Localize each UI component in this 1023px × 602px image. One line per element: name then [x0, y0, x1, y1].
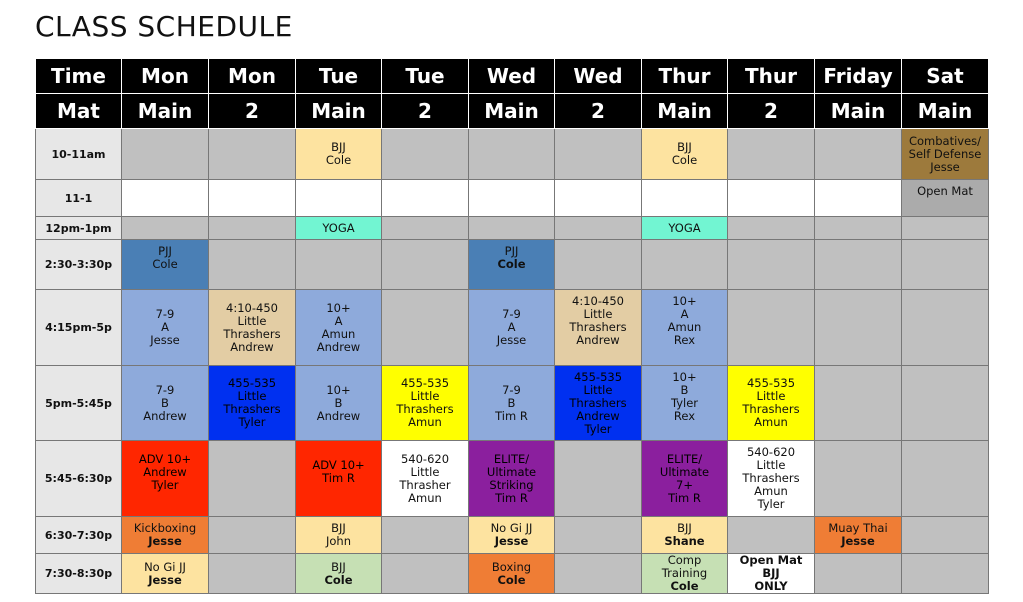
class-cell: [642, 129, 728, 180]
class-cell: [728, 441, 815, 517]
class-cell-line: [904, 198, 986, 211]
class-cell: [815, 240, 902, 290]
class-cell-line: Jesse: [148, 534, 182, 548]
class-cell-line: Cole: [152, 257, 178, 271]
class-cell: [902, 441, 989, 517]
class-cell: [902, 366, 989, 441]
class-cell: [122, 180, 209, 217]
class-cell-line: 10+: [326, 382, 351, 397]
schedule-row: [36, 441, 989, 517]
class-cell: [382, 554, 469, 594]
class-cell: [642, 217, 728, 240]
header-mat-cell: Main: [902, 94, 989, 129]
class-cell-line: Cole: [671, 153, 698, 167]
class-cell-line: B: [680, 382, 689, 397]
class-cell-line: Andrew: [143, 464, 187, 479]
header-mat-cell: 2: [209, 94, 296, 129]
class-cell: [728, 517, 815, 554]
schedule-row: [36, 290, 989, 366]
class-cell: [815, 290, 902, 366]
class-cell: [296, 180, 382, 217]
class-cell-line: Andrew: [576, 408, 620, 423]
class-cell: [382, 441, 469, 517]
class-cell: [122, 240, 209, 290]
class-cell: [122, 129, 209, 180]
class-cell-line: ONLY: [754, 579, 788, 593]
class-cell: [902, 554, 989, 594]
class-cell: [555, 366, 642, 441]
class-cell: [296, 217, 382, 240]
class-cell: [469, 217, 555, 240]
class-cell-line: Thrashers: [569, 320, 627, 334]
class-cell: [642, 366, 728, 441]
class-cell-line: Amun: [667, 320, 702, 334]
class-cell-line: Amun: [321, 326, 356, 341]
class-cell-line: 455-535: [573, 369, 623, 384]
class-cell-line: Little: [237, 313, 267, 328]
class-cell-line: [644, 423, 725, 436]
class-cell-line: Tyler: [670, 395, 699, 410]
class-cell: [382, 217, 469, 240]
class-cell-line: ELITE/: [493, 451, 530, 466]
class-cell-line: 7-9: [155, 382, 175, 397]
class-cell: [382, 517, 469, 554]
class-cell-line: Jesse: [148, 572, 182, 587]
class-cell-line: 7-9: [155, 307, 175, 321]
class-cell-line: Tyler: [584, 421, 612, 436]
class-cell: [815, 366, 902, 441]
class-cell-line: Tim R: [495, 408, 528, 423]
class-cell: [642, 180, 728, 217]
time-slot-cell: 4:15pm-5p: [36, 290, 122, 366]
class-cell-line: Andrew: [143, 408, 187, 423]
class-cell-line: 4:10-450: [572, 294, 624, 308]
class-cell-line: Tyler: [238, 415, 266, 429]
class-cell: [209, 290, 296, 366]
class-cell: [728, 217, 815, 240]
class-cell: [902, 290, 989, 366]
class-cell-line: A: [161, 320, 169, 334]
header-day-cell: Mon: [122, 59, 209, 94]
class-cell: [555, 129, 642, 180]
class-cell-line: Cole: [325, 153, 352, 167]
class-cell-line: YOGA: [322, 220, 355, 235]
header-row-mat: [36, 94, 989, 129]
class-cell-line: Striking: [489, 477, 534, 492]
class-cell: [555, 554, 642, 594]
time-slot-cell: 5:45-6:30p: [36, 441, 122, 517]
class-cell-line: Kickboxing: [133, 521, 197, 535]
class-cell: [555, 290, 642, 366]
class-cell-line: 7+: [676, 477, 693, 492]
class-cell-line: Cole: [670, 579, 699, 593]
time-slot-cell: 2:30-3:30p: [36, 240, 122, 290]
class-cell-line: Tim R: [668, 490, 701, 505]
class-cell-line: Thrashers: [742, 471, 800, 485]
class-cell-line: PJJ: [158, 244, 172, 258]
schedule-body: [36, 129, 989, 594]
class-cell-line: BJJ: [677, 140, 692, 154]
class-cell: [296, 366, 382, 441]
class-cell-line: 10+: [326, 300, 351, 315]
class-cell-line: Muay Thai: [828, 521, 888, 535]
time-slot-cell: 6:30-7:30p: [36, 517, 122, 554]
class-cell-line: Amun: [408, 490, 442, 505]
class-cell: [469, 290, 555, 366]
class-cell-line: Rex: [673, 408, 696, 423]
class-cell: [469, 441, 555, 517]
class-cell-line: Amun: [408, 415, 442, 429]
class-cell-line: Little: [410, 464, 440, 479]
class-cell-line: B: [334, 395, 343, 410]
class-cell-line: 455-535: [227, 376, 277, 390]
class-cell: [555, 217, 642, 240]
class-cell: [642, 290, 728, 366]
class-cell-line: 7-9: [502, 307, 521, 321]
class-cell: [555, 517, 642, 554]
class-cell: [728, 240, 815, 290]
class-cell-line: [557, 347, 639, 360]
class-cell-line: Tyler: [151, 477, 179, 492]
class-cell: [469, 180, 555, 217]
class-cell: [382, 180, 469, 217]
class-cell-line: [124, 492, 206, 505]
header-mat-cell: Main: [296, 94, 382, 129]
class-cell-line: No Gi JJ: [144, 559, 186, 574]
header-mat-cell: Main: [469, 94, 555, 129]
class-cell: [296, 240, 382, 290]
header-day-cell: Time: [36, 59, 122, 94]
class-cell: [642, 441, 728, 517]
schedule-row: [36, 217, 989, 240]
schedule-row: [36, 240, 989, 290]
class-cell-line: 455-535: [746, 376, 796, 390]
class-cell-line: Jesse: [150, 333, 180, 347]
class-cell-line: Andrew: [316, 408, 361, 423]
class-cell-line: 540-620: [746, 445, 796, 459]
class-cell: [815, 129, 902, 180]
class-cell-line: No Gi JJ: [490, 521, 533, 535]
class-cell: [382, 290, 469, 366]
header-mat-cell: Mat: [36, 94, 122, 129]
class-cell: [902, 517, 989, 554]
class-cell-line: Jesse: [496, 333, 527, 347]
class-cell: [209, 240, 296, 290]
class-cell-line: YOGA: [668, 220, 701, 235]
header-day-cell: Wed: [555, 59, 642, 94]
class-cell-line: 7-9: [502, 382, 521, 397]
header-day-cell: Sat: [902, 59, 989, 94]
class-cell-line: [298, 485, 379, 498]
class-cell: [555, 441, 642, 517]
class-cell-line: Comp Training: [661, 553, 708, 580]
schedule-table: [35, 58, 989, 594]
class-cell-line: BJJ: [331, 559, 346, 574]
schedule-row: [36, 517, 989, 554]
class-cell: [296, 554, 382, 594]
class-cell-line: 4:10-450: [226, 300, 278, 315]
header-mat-cell: Main: [122, 94, 209, 129]
page-title: CLASS SCHEDULE: [35, 10, 293, 43]
time-slot-cell: 5pm-5:45p: [36, 366, 122, 441]
class-cell: [815, 180, 902, 217]
class-cell: [296, 441, 382, 517]
class-cell-line: [124, 271, 206, 284]
class-cell-line: Thrashers: [569, 395, 627, 410]
header-mat-cell: Main: [815, 94, 902, 129]
class-cell-line: Combatives/: [908, 133, 982, 148]
class-cell: [642, 554, 728, 594]
class-cell-line: Cole: [497, 257, 526, 271]
class-cell: [382, 240, 469, 290]
class-cell-line: Open Mat BJJ: [739, 553, 803, 580]
class-cell: [469, 129, 555, 180]
header-day-cell: Wed: [469, 59, 555, 94]
class-cell-line: Open Mat: [917, 184, 973, 198]
time-slot-cell: 7:30-8:30p: [36, 554, 122, 594]
class-cell-line: Little: [756, 389, 786, 403]
header-day-cell: Mon: [209, 59, 296, 94]
class-cell: [122, 441, 209, 517]
class-cell-line: Jesse: [930, 159, 960, 174]
header-day-cell: Thur: [642, 59, 728, 94]
class-cell-line: Tim R: [322, 471, 355, 485]
class-cell-line: Little: [756, 458, 786, 472]
class-cell-line: Little: [237, 389, 267, 403]
class-cell-line: BJJ: [331, 140, 346, 154]
class-cell: [382, 366, 469, 441]
time-slot-cell: 12pm-1pm: [36, 217, 122, 240]
class-cell-line: [471, 271, 552, 284]
class-cell-line: Jesse: [494, 534, 529, 548]
header-day-cell: Friday: [815, 59, 902, 94]
header-mat-cell: 2: [728, 94, 815, 129]
class-cell: [642, 240, 728, 290]
class-cell-line: ADV 10+: [138, 451, 192, 466]
class-cell: [815, 554, 902, 594]
class-cell: [469, 366, 555, 441]
class-cell-line: Cole: [324, 572, 353, 587]
header-day-cell: Tue: [296, 59, 382, 94]
header-mat-cell: 2: [382, 94, 469, 129]
class-cell-line: A: [334, 313, 343, 328]
class-cell: [122, 290, 209, 366]
class-cell: [296, 129, 382, 180]
schedule-row: [36, 180, 989, 217]
class-cell: [815, 217, 902, 240]
class-cell-line: ELITE/: [666, 451, 703, 466]
class-cell-line: 455-535: [400, 376, 450, 390]
class-cell: [209, 180, 296, 217]
header-day-cell: Tue: [382, 59, 469, 94]
class-cell: [209, 441, 296, 517]
class-cell-line: 540-620: [400, 451, 450, 466]
class-cell-line: Thrashers: [223, 326, 281, 341]
header-day-cell: Thur: [728, 59, 815, 94]
time-slot-cell: 11-1: [36, 180, 122, 217]
class-cell: [902, 217, 989, 240]
class-cell: [815, 517, 902, 554]
class-cell-line: Thrashers: [396, 402, 454, 416]
class-cell-line: Ultimate: [486, 464, 537, 479]
class-cell: [469, 240, 555, 290]
class-cell-line: Jesse: [841, 534, 875, 548]
time-slot-cell: 10-11am: [36, 129, 122, 180]
schedule-row: [36, 129, 989, 180]
class-cell: [728, 554, 815, 594]
class-cell-line: [644, 347, 725, 360]
class-cell: [555, 180, 642, 217]
class-cell-line: PJJ: [504, 244, 519, 258]
class-cell-line: 10+: [672, 369, 697, 384]
header-mat-cell: Main: [642, 94, 728, 129]
class-cell-line: Boxing: [491, 559, 532, 574]
class-cell-line: Rex: [673, 333, 696, 347]
header-row-day: [36, 59, 989, 94]
class-cell-line: Andrew: [230, 339, 274, 354]
class-cell-line: 10+: [672, 294, 697, 308]
class-cell: [209, 129, 296, 180]
class-cell: [728, 180, 815, 217]
class-cell-line: Little: [583, 382, 613, 397]
class-cell-line: B: [161, 395, 169, 410]
class-cell: [296, 517, 382, 554]
class-cell: [902, 180, 989, 217]
class-cell-line: John: [325, 534, 351, 548]
class-cell: [642, 517, 728, 554]
class-cell-line: Little: [583, 307, 613, 321]
class-cell-line: BJJ: [677, 521, 692, 535]
class-cell-line: Ultimate: [659, 464, 710, 479]
class-cell: [902, 129, 989, 180]
class-cell: [902, 240, 989, 290]
class-cell: [122, 554, 209, 594]
class-cell: [122, 517, 209, 554]
class-cell-line: Thrasher: [399, 477, 451, 492]
schedule-row: [36, 554, 989, 594]
class-cell-line: BJJ: [331, 521, 346, 535]
class-cell: [728, 290, 815, 366]
class-cell-line: Tim R: [495, 490, 528, 505]
class-cell: [209, 517, 296, 554]
class-cell: [728, 129, 815, 180]
class-cell-line: Little: [410, 389, 440, 403]
class-cell-line: Andrew: [576, 333, 620, 347]
class-cell-line: Thrashers: [223, 402, 281, 416]
class-cell: [815, 441, 902, 517]
class-cell: [555, 240, 642, 290]
class-cell-line: Self Defense: [908, 146, 982, 161]
class-cell: [382, 129, 469, 180]
class-cell-line: A: [680, 307, 689, 321]
header-mat-cell: 2: [555, 94, 642, 129]
class-cell: [469, 517, 555, 554]
class-cell-line: Cole: [497, 572, 526, 587]
class-cell-line: Thrashers: [742, 402, 800, 416]
class-cell: [296, 290, 382, 366]
class-cell-line: Shane: [664, 534, 705, 548]
schedule-row: [36, 366, 989, 441]
class-cell: [469, 554, 555, 594]
class-cell-line: Andrew: [316, 339, 361, 354]
class-cell: [122, 217, 209, 240]
class-cell-line: Amun: [754, 484, 788, 498]
class-cell-line: ADV 10+: [312, 458, 365, 472]
class-cell-line: Amun: [754, 415, 788, 429]
class-cell: [728, 366, 815, 441]
class-cell: [209, 217, 296, 240]
class-cell: [209, 366, 296, 441]
class-cell: [122, 366, 209, 441]
class-cell-line: B: [507, 395, 516, 410]
class-cell-line: A: [507, 320, 516, 334]
class-cell: [209, 554, 296, 594]
class-cell-line: Tyler: [757, 497, 785, 511]
